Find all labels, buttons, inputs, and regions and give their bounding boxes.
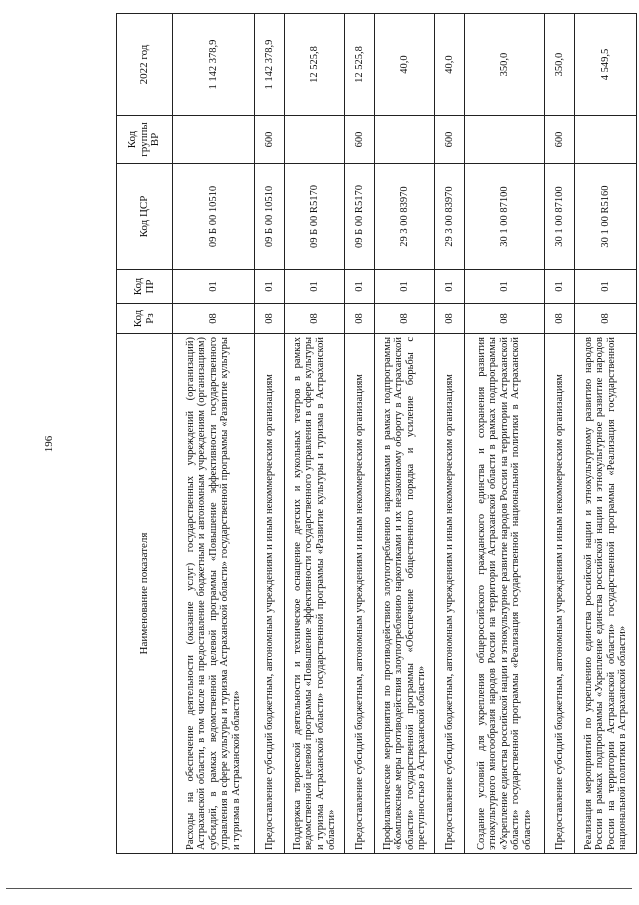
row-value: 350,0 bbox=[465, 14, 545, 116]
row-pr: 01 bbox=[465, 270, 545, 304]
row-rz: 08 bbox=[255, 304, 285, 334]
table-row bbox=[435, 14, 465, 854]
table-row bbox=[173, 14, 255, 854]
header-pr: Код ПР bbox=[117, 270, 173, 304]
row-pr: 01 bbox=[575, 270, 637, 304]
row-rz: 08 bbox=[465, 304, 545, 334]
header-name: Наименование показателя bbox=[117, 334, 173, 854]
row-csr: 29 3 00 83970 bbox=[375, 164, 435, 270]
table-row bbox=[345, 14, 375, 854]
row-rz: 08 bbox=[575, 304, 637, 334]
header-csr: Код ЦСР bbox=[117, 164, 173, 270]
row-pr: 01 bbox=[545, 270, 575, 304]
row-value: 12 525,8 bbox=[285, 14, 345, 116]
table-row bbox=[255, 14, 285, 854]
row-vr bbox=[465, 116, 545, 164]
row-pr: 01 bbox=[375, 270, 435, 304]
table-row bbox=[465, 14, 545, 854]
row-value: 40,0 bbox=[435, 14, 465, 116]
row-value: 1 142 378,9 bbox=[255, 14, 285, 116]
header-year: 2022 год bbox=[117, 14, 173, 116]
row-csr: 09 Б 00 R5170 bbox=[285, 164, 345, 270]
row-csr: 30 1 00 87100 bbox=[545, 164, 575, 270]
row-rz: 08 bbox=[435, 304, 465, 334]
row-pr: 01 bbox=[285, 270, 345, 304]
table-row bbox=[375, 14, 435, 854]
page-number: 196 bbox=[43, 435, 55, 453]
row-rz: 08 bbox=[285, 304, 345, 334]
row-vr bbox=[375, 116, 435, 164]
row-pr: 01 bbox=[173, 270, 255, 304]
row-csr: 09 Б 00 10510 bbox=[255, 164, 285, 270]
row-csr: 30 1 00 R5160 bbox=[575, 164, 637, 270]
row-vr bbox=[575, 116, 637, 164]
row-vr: 600 bbox=[435, 116, 465, 164]
row-name: Предоставление субсидий бюджетным, автономным учреждениям и иным некоммерческим организациям bbox=[435, 334, 465, 854]
row-name: Профилактические мероприятия по противодействию злоупотреблению наркотиками в рамках подпрограммы «Комплексные меры противодействия злоупотреблению наркотиками и их незаконному обороту в Астраханской области» государственной программы «Обеспечение общественного порядка и усиление борьбы с преступностью в Астраханской области» bbox=[375, 334, 435, 854]
row-value: 40,0 bbox=[375, 14, 435, 116]
row-pr: 01 bbox=[345, 270, 375, 304]
row-name: Предоставление субсидий бюджетным, автономным учреждениям и иным некоммерческим организациям bbox=[255, 334, 285, 854]
rotated-table-container bbox=[116, 14, 628, 854]
row-rz: 08 bbox=[345, 304, 375, 334]
row-name: Предоставление субсидий бюджетным, автономным учреждениям и иным некоммерческим организациям bbox=[545, 334, 575, 854]
row-name: Создание условий для укрепления общероссийского гражданского единства и сохранения развития этнокультурного многообразия народов России на территории Астраханской области в рамках подпрограммы «Укрепление единства российской нации и этнокультурное развитие народов России на территории Астраханской области» государственной программы «Реализация государственной национальной политики в Астраханской области» bbox=[465, 334, 545, 854]
row-csr: 09 Б 00 R5170 bbox=[345, 164, 375, 270]
budget-table bbox=[116, 13, 637, 854]
row-name: Поддержка творческой деятельности и техническое оснащение детских и кукольных театров в рамках ведомственной целевой программы «Повышение эффективности государственного управления в сфере культуры и туризма Астраханской области» государственной программы «Развитие культуры и туризма в Астраханской области» bbox=[285, 334, 345, 854]
footer-divider bbox=[6, 888, 632, 889]
row-value: 350,0 bbox=[545, 14, 575, 116]
row-name: Предоставление субсидий бюджетным, автономным учреждениям и иным некоммерческим организациям bbox=[345, 334, 375, 854]
header-vr: Код группы ВР bbox=[117, 116, 173, 164]
row-csr: 09 Б 00 10510 bbox=[173, 164, 255, 270]
table-row bbox=[545, 14, 575, 854]
row-value: 12 525,8 bbox=[345, 14, 375, 116]
row-vr bbox=[285, 116, 345, 164]
row-vr: 600 bbox=[545, 116, 575, 164]
row-pr: 01 bbox=[255, 270, 285, 304]
row-rz: 08 bbox=[173, 304, 255, 334]
table-header-row bbox=[117, 14, 173, 854]
row-name: Реализация мероприятий по укреплению единства российской нации и этнокультурному развитию народов России в рамках подпрограммы «Укрепление единства российской нации и этнокультурное развитие народов России на территории Астраханской области» государственной программы «Реализация государственной национальной политики в Астраханской области» bbox=[575, 334, 637, 854]
header-rz: Код Рз bbox=[117, 304, 173, 334]
row-rz: 08 bbox=[545, 304, 575, 334]
row-csr: 29 3 00 83970 bbox=[435, 164, 465, 270]
row-vr bbox=[173, 116, 255, 164]
row-value: 4 549,5 bbox=[575, 14, 637, 116]
row-pr: 01 bbox=[435, 270, 465, 304]
row-vr: 600 bbox=[345, 116, 375, 164]
table-row bbox=[575, 14, 637, 854]
row-value: 1 142 378,9 bbox=[173, 14, 255, 116]
table-row bbox=[285, 14, 345, 854]
row-name: Расходы на обеспечение деятельности (оказание услуг) государственных учреждений (организаций) Астраханской области, в том числе на предоставление бюджетным и автономным учреждениям (организациям) субсидий, в рамках ведомственной целевой программы «Повышение эффективности государственного управления в сфере культуры и туризма Астраханской области» государственной программы «Развитие культуры и туризма в Астраханской области» bbox=[173, 334, 255, 854]
row-vr: 600 bbox=[255, 116, 285, 164]
row-rz: 08 bbox=[375, 304, 435, 334]
row-csr: 30 1 00 87100 bbox=[465, 164, 545, 270]
